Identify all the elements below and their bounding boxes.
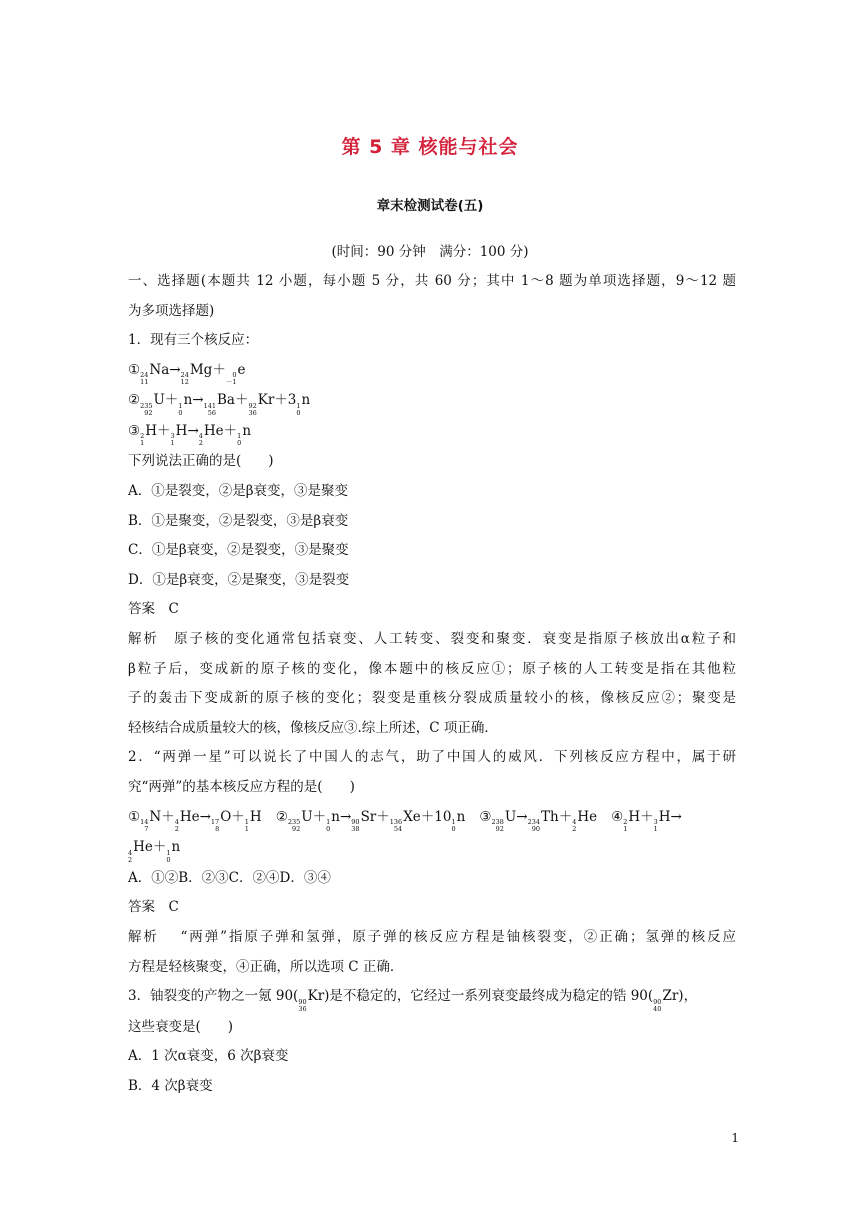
element-symbol: n bbox=[183, 392, 193, 409]
arrow: → bbox=[199, 808, 211, 825]
element-symbol: e bbox=[237, 361, 246, 378]
q2-analysis: 解析 “两弹”指原子弹和氢弹，原子弹的核反应方程是铀核裂变，②正确；氢弹的核反应 bbox=[128, 928, 736, 945]
operator: ＋ bbox=[312, 808, 327, 825]
mass-number: 136 54 bbox=[389, 818, 403, 834]
mass-number: 90 38 bbox=[351, 818, 360, 834]
reaction-mark: ② bbox=[128, 392, 141, 409]
operator: ＋ bbox=[234, 392, 249, 409]
element-symbol: O bbox=[220, 808, 232, 825]
element-symbol: He bbox=[203, 422, 224, 439]
q1-analysis: 轻核结合成质量较大的核，像核反应③.综上所述，C 项正确． bbox=[128, 719, 498, 736]
element-symbol: H bbox=[249, 808, 262, 825]
element-symbol: Mg bbox=[189, 361, 213, 378]
q2-analysis: 方程是轻核聚变，④正确，所以选项 C 正确． bbox=[128, 958, 404, 975]
q1-answer: 答案 C bbox=[128, 601, 179, 618]
element-symbol: Ba bbox=[217, 392, 235, 409]
mass-number: 17 8 bbox=[210, 818, 220, 834]
time-info: (时间：90 分钟 满分：100 分) bbox=[331, 244, 529, 260]
operator: ＋ bbox=[152, 839, 167, 856]
element-symbol: n bbox=[242, 422, 252, 439]
q2-reaction-4-cont bbox=[128, 833, 736, 864]
element-symbol: H bbox=[175, 422, 188, 439]
mass-number: 2 1 bbox=[140, 432, 145, 448]
operator: ＋ bbox=[161, 808, 175, 825]
element-symbol: n bbox=[171, 839, 181, 856]
element-symbol: Xe bbox=[403, 808, 421, 825]
element-symbol: He bbox=[133, 839, 153, 856]
mass-number: 1 0 bbox=[326, 818, 331, 834]
operator: ＋ bbox=[212, 361, 226, 378]
operator: ＋ bbox=[376, 808, 390, 825]
q2-answer: 答案 C bbox=[128, 899, 179, 916]
element-symbol: n bbox=[456, 808, 466, 825]
operator: ＋10 bbox=[420, 808, 452, 825]
mass-number: 234 90 bbox=[527, 818, 540, 834]
q2-stem: 究“两弹”的基本核反应方程的是( ) bbox=[128, 779, 355, 795]
question-content bbox=[128, 267, 736, 1101]
q3-stem: 3．铀裂变的产物之一氪 90( 90 36 Kr)是不稳定的，它经过一系列衰变最终成为稳定的锆 90( 90 40 Zr)， bbox=[128, 988, 698, 1013]
element-symbol: Kr bbox=[257, 392, 275, 409]
element-symbol: Zr bbox=[662, 988, 679, 1005]
element-symbol: He bbox=[179, 808, 200, 825]
mass-number: 1 0 bbox=[166, 848, 171, 864]
mass-number: 0 －1 bbox=[225, 371, 237, 387]
reaction-mark: ① bbox=[128, 361, 141, 378]
q1-reaction-1 bbox=[128, 356, 736, 387]
element-symbol: U bbox=[301, 808, 313, 825]
q2-stem: 2．“两弹一星”可以说长了中国人的志气，助了中国人的威风．下列核反应方程中，属于研 bbox=[128, 749, 736, 766]
mass-number: 90 36 bbox=[298, 997, 307, 1013]
mass-number: 1 0 bbox=[237, 432, 242, 448]
mass-number: 1 1 bbox=[244, 818, 249, 834]
operator: ＋ bbox=[223, 422, 238, 439]
operator: ＋3 bbox=[274, 392, 297, 409]
mass-number: 4 2 bbox=[174, 818, 179, 834]
mass-number: 4 2 bbox=[198, 432, 203, 448]
paper-title: 章末检测试卷(五) bbox=[376, 198, 484, 214]
element-symbol: N bbox=[149, 808, 162, 825]
q2-reactions bbox=[128, 803, 736, 834]
arrow: → bbox=[516, 808, 528, 825]
mass-number: 141 56 bbox=[203, 401, 216, 417]
mass-number: 3 1 bbox=[170, 432, 175, 448]
mass-number: 1 0 bbox=[296, 401, 301, 417]
q1-analysis: 子的轰击下变成新的原子核的变化；裂变是重核分裂成质量较小的核，像核反应②；聚变是 bbox=[128, 690, 736, 707]
element-symbol: Na bbox=[149, 361, 170, 378]
element-symbol: Th bbox=[540, 808, 559, 825]
element-symbol: U bbox=[504, 808, 517, 825]
q1-option-b: B．①是聚变，②是裂变，③是β衰变 bbox=[128, 512, 349, 529]
element-symbol: U bbox=[153, 392, 165, 409]
mass-number: 4 2 bbox=[572, 818, 577, 834]
section-heading-cont: 为多项选择题) bbox=[128, 302, 215, 319]
reaction-mark: ③ bbox=[479, 808, 492, 825]
q1-reaction-3 bbox=[128, 417, 736, 448]
mass-number: 235 92 bbox=[140, 401, 153, 417]
mass-number: 90 40 bbox=[653, 997, 662, 1013]
mass-number: 2 1 bbox=[623, 818, 628, 834]
mass-number: 238 92 bbox=[491, 818, 504, 834]
reaction-mark: ② bbox=[275, 808, 288, 825]
element-symbol: He bbox=[577, 808, 598, 825]
element-symbol: Kr bbox=[307, 988, 325, 1005]
mass-number: 92 36 bbox=[248, 401, 257, 417]
mass-number: 235 92 bbox=[287, 818, 301, 834]
arrow: → bbox=[670, 808, 682, 825]
arrow: → bbox=[192, 392, 204, 409]
reaction-mark: ① bbox=[128, 808, 141, 825]
mass-number: 24 12 bbox=[180, 371, 189, 387]
element-symbol: Sr bbox=[360, 808, 377, 825]
q1-analysis: β粒子后，变成新的原子核的变化，像本题中的核反应①；原子核的人工转变是指在其他粒 bbox=[128, 660, 736, 677]
element-symbol: H bbox=[658, 808, 671, 825]
arrow: → bbox=[169, 361, 181, 378]
operator: ＋ bbox=[231, 808, 245, 825]
reaction-mark: ③ bbox=[128, 422, 141, 439]
mass-number: 14 7 bbox=[140, 818, 149, 834]
mass-number: 1 0 bbox=[178, 401, 183, 417]
mass-number: 24 11 bbox=[140, 371, 149, 387]
operator: ＋ bbox=[164, 392, 179, 409]
q1-reaction-2 bbox=[128, 386, 736, 417]
element-symbol: n bbox=[331, 808, 340, 825]
page-number: 1 bbox=[731, 1131, 739, 1145]
section-heading: 一、选择题(本题共 12 小题，每小题 5 分，共 60 分；其中 1～8 题为单项选择题，9～12 题 bbox=[128, 273, 736, 289]
q1-option-d: D．①是β衰变，②是聚变，③是裂变 bbox=[128, 571, 350, 588]
mass-number: 1 0 bbox=[451, 818, 456, 834]
q1-analysis: 解析 原子核的变化通常包括衰变、人工转变、裂变和聚变．衰变是指原子核放出α粒子和 bbox=[128, 631, 736, 648]
element-symbol: H bbox=[145, 422, 158, 439]
q3-option-a: A．1 次α衰变，6 次β衰变 bbox=[128, 1048, 289, 1065]
q3-stem: 这些衰变是( ) bbox=[128, 1018, 234, 1035]
q1-option-c: C．①是β衰变，②是裂变，③是聚变 bbox=[128, 542, 349, 559]
mass-number: 3 1 bbox=[653, 818, 658, 834]
chapter-title: 第 5 章 核能与社会 bbox=[341, 136, 519, 158]
element-symbol: H bbox=[628, 808, 641, 825]
operator: ＋ bbox=[157, 422, 171, 439]
reaction-mark: ④ bbox=[611, 808, 624, 825]
element-symbol: n bbox=[301, 392, 311, 409]
q2-options: A．①②B．②③C．②④D．③④ bbox=[128, 869, 331, 886]
q1-option-a: A．①是裂变，②是β衰变，③是聚变 bbox=[128, 483, 349, 500]
mass-number: 4 2 bbox=[128, 848, 133, 864]
operator: ＋ bbox=[558, 808, 573, 825]
q1-prompt: 下列说法正确的是( ) bbox=[128, 453, 274, 470]
arrow: → bbox=[339, 808, 352, 825]
q3-option-b: B．4 次β衰变 bbox=[128, 1077, 213, 1094]
q1-stem: 1．现有三个核反应： bbox=[128, 332, 259, 349]
arrow: → bbox=[187, 422, 199, 439]
operator: ＋ bbox=[640, 808, 654, 825]
